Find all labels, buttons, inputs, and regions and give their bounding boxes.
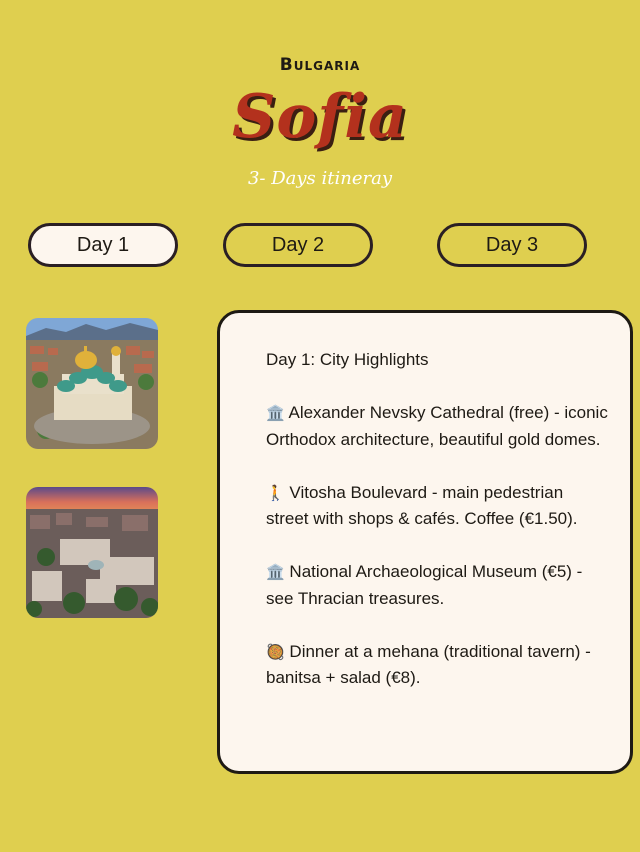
itinerary-item: [266, 400, 610, 453]
itinerary-item-text: Dinner at a mehana (traditional tavern) - banitsa + salad (€8).: [266, 641, 591, 687]
city-sunset-photo: [26, 487, 158, 618]
walking-person-icon: 🚶: [266, 483, 285, 502]
city-title: Sofia: [232, 82, 408, 152]
itinerary-item: [266, 559, 610, 612]
itinerary-item: [266, 639, 610, 692]
itinerary-item-text: Vitosha Boulevard - main pedestrian street with shops & cafés. Coffee (€1.50).: [266, 482, 578, 528]
museum-icon: 🏛️: [266, 404, 285, 422]
museum-icon: 🏛️: [266, 563, 285, 581]
tab-day-2[interactable]: Day 2: [223, 223, 373, 267]
cathedral-photo: [26, 318, 158, 449]
itinerary-item-text: National Archaeological Museum (€5) - see Thracian treasures.: [266, 562, 583, 608]
country-label: Bulgaria: [279, 55, 361, 75]
itinerary-title: Day 1: City Highlights: [266, 350, 429, 369]
itinerary-item-text: Alexander Nevsky Cathedral (free) - iconic Orthodox architecture, beautiful gold domes.: [266, 403, 608, 449]
itinerary-subtitle: 3- Days itineray: [247, 168, 393, 189]
food-pot-icon: 🥘: [266, 642, 285, 661]
tab-day-1[interactable]: Day 1: [28, 223, 178, 267]
itinerary-item: [266, 480, 610, 533]
tab-day-3[interactable]: Day 3: [437, 223, 587, 267]
itinerary-card: [217, 310, 633, 774]
